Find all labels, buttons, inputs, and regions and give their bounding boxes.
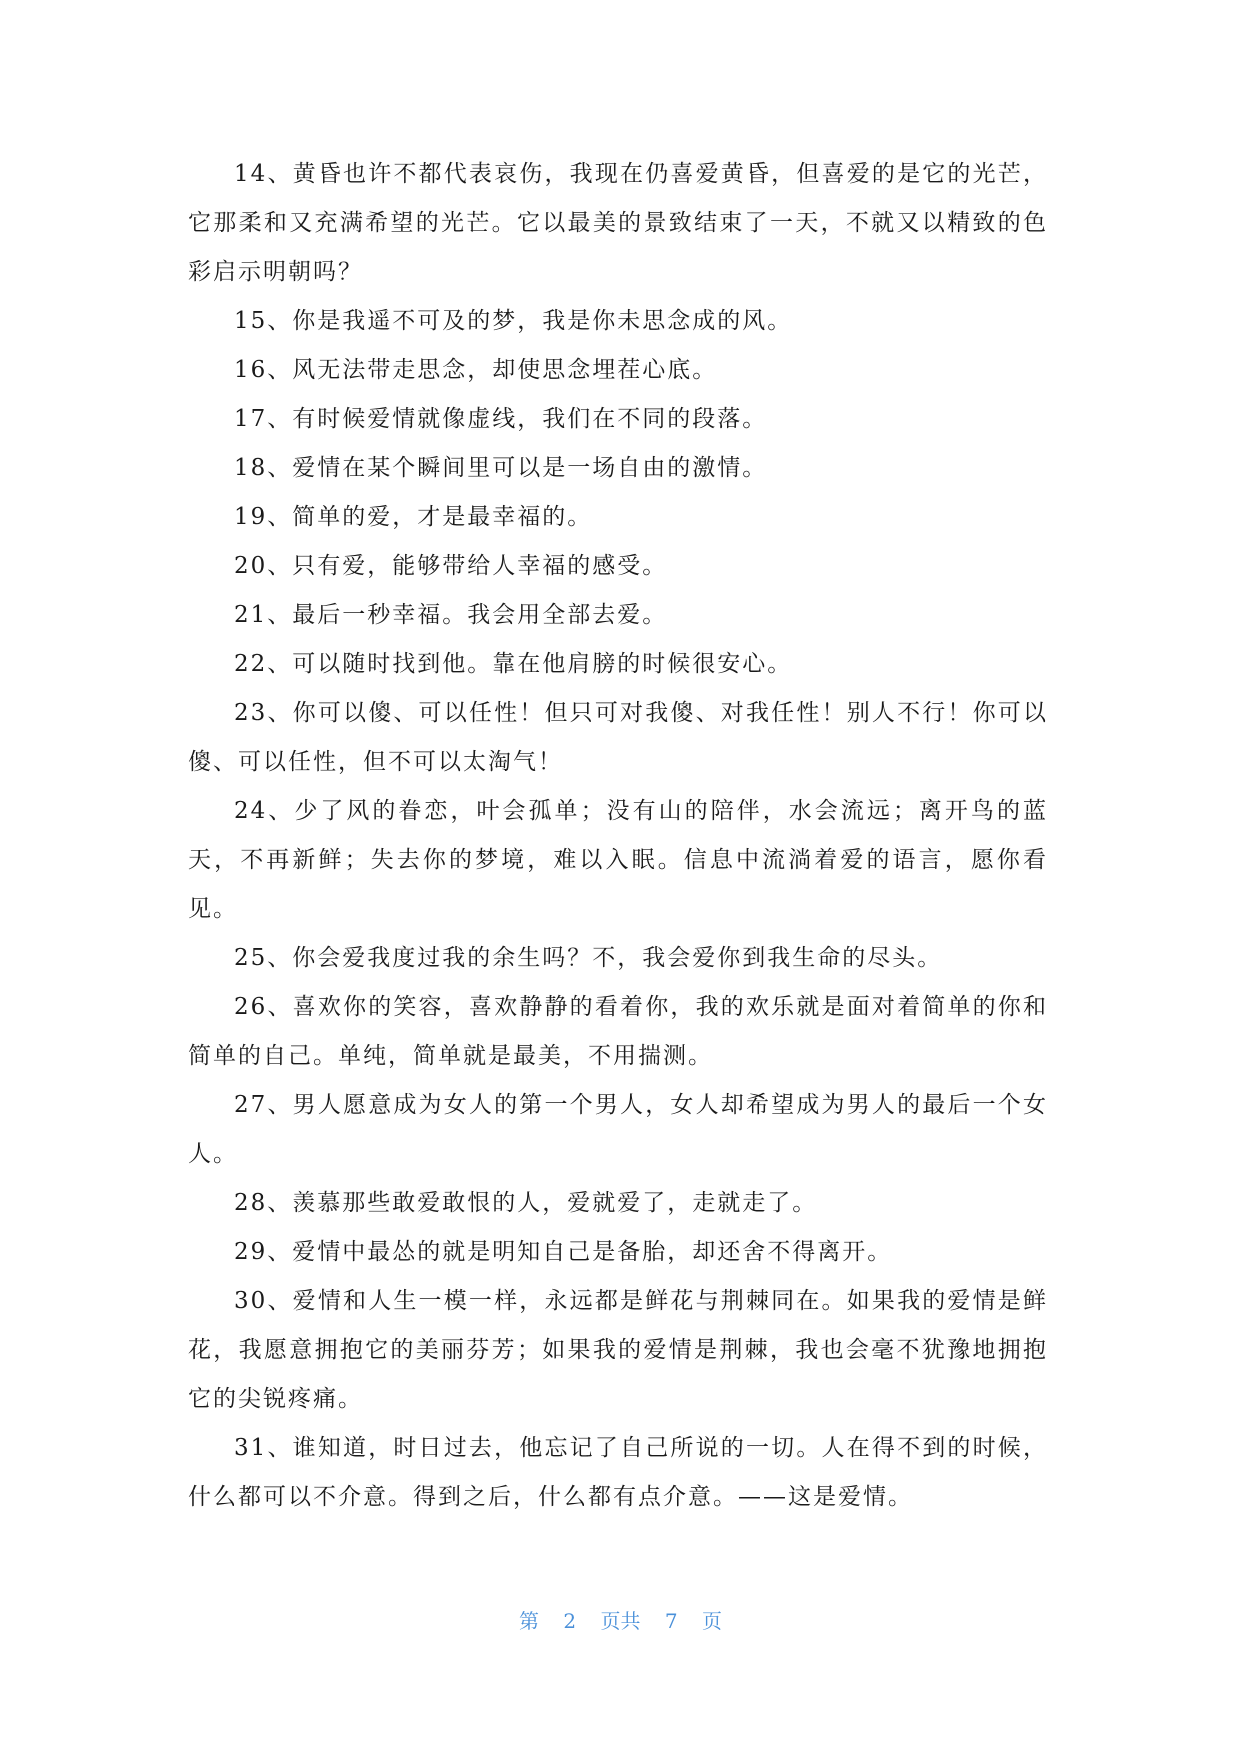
paragraph-17: 17、有时候爱情就像虚线，我们在不同的段落。 [234,406,768,432]
paragraph-22: 22、可以随时找到他。靠在他肩膀的时候很安心。 [234,651,793,677]
page-footer [0,1605,1241,1634]
paragraph-28: 28、羡慕那些敢爱敢恨的人，爱就爱了，走就走了。 [234,1190,818,1216]
paragraph-16: 16、风无法带走思念，却使思念埋茬心底。 [234,357,718,383]
total-pages: 7 [664,1609,678,1633]
paragraph-21: 21、最后一秒幸福。我会用全部去爱。 [234,602,668,628]
paragraph-24: 24、少了风的眷恋，叶会孤单；没有山的陪伴，水会流远；离开鸟的蓝天，不再新鲜；失去你的梦境，难以入眠。信息中流淌着爱的语言，愿你看见。 [188,798,1048,922]
footer-prefix: 第 [519,1609,540,1633]
paragraph-26: 26、喜欢你的笑容，喜欢静静的看着你，我的欢乐就是面对着简单的你和简单的自己。单纯，简单就是最美，不用揣测。 [188,994,1048,1069]
paragraph-18: 18、爱情在某个瞬间里可以是一场自由的激情。 [234,455,768,481]
paragraph-20: 20、只有爱，能够带给人幸福的感受。 [234,553,668,579]
paragraph-19: 19、简单的爱，才是最幸福的。 [234,504,593,530]
paragraph-31: 31、谁知道，时日过去，他忘记了自己所说的一切。人在得不到的时候，什么都可以不介意。得到之后，什么都有点介意。——这是爱情。 [188,1435,1048,1510]
paragraph-25: 25、你会爱我度过我的余生吗？不，我会爱你到我生命的尽头。 [234,945,943,971]
footer-suffix: 页 [701,1609,722,1633]
paragraph-15: 15、你是我遥不可及的梦，我是你未思念成的风。 [234,308,793,334]
paragraph-30: 30、爱情和人生一模一样，永远都是鲜花与荆棘同在。如果我的爱情是鲜花，我愿意拥抱它的美丽芬芳；如果我的爱情是荆棘，我也会毫不犹豫地拥抱它的尖锐疼痛。 [188,1288,1048,1412]
page-number: 2 [563,1609,577,1633]
paragraph-29: 29、爱情中最怂的就是明知自己是备胎，却还舍不得离开。 [234,1239,893,1265]
paragraph-23: 23、你可以傻、可以任性！但只可对我傻、对我任性！别人不行！你可以傻、可以任性，但不可以太淘气！ [188,700,1048,775]
paragraph-27: 27、男人愿意成为女人的第一个男人，女人却希望成为男人的最后一个女人。 [188,1092,1048,1167]
paragraph-14: 14、黄昏也许不都代表哀伤，我现在仍喜爱黄昏，但喜爱的是它的光芒，它那柔和又充满希望的光芒。它以最美的景致结束了一天，不就又以精致的色彩启示明朝吗？ [188,161,1048,285]
body-text [188,150,1048,1522]
footer-middle: 页共 [600,1609,641,1633]
